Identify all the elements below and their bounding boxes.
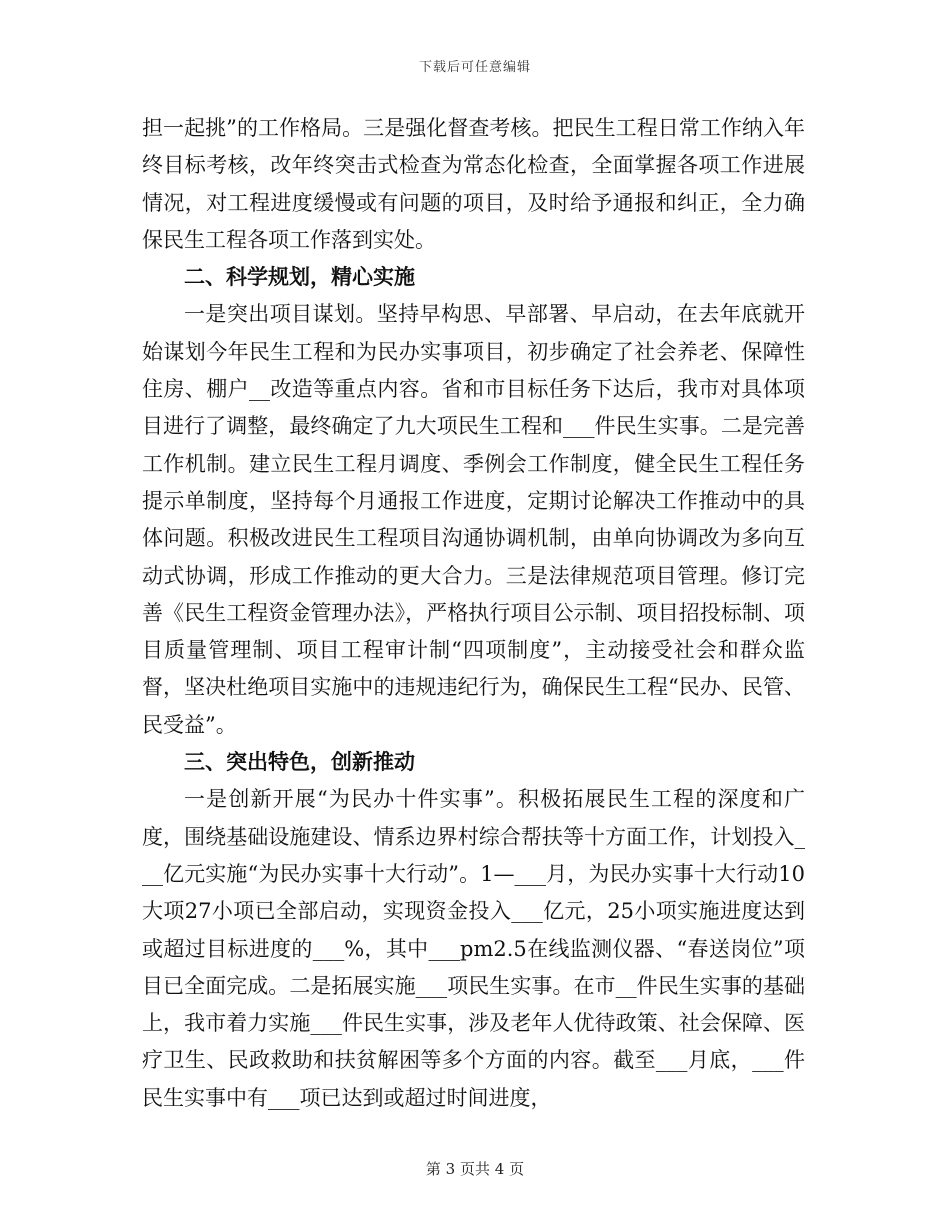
document-body [142,110,805,1117]
section-heading-2: 二、科学规划，精心实施 [184,265,415,290]
paragraph-3: 一是创新开展“为民办十件实事”。积极拓展民生工程的深度和广度，围绕基础设施建设、情系边界村综合帮扶等十方面工作，计划投入___亿元实施“为民办实事十大行动”。1—___月，为民办实事十大行动10大项27小项已全部启动，实现资金投入___亿元，25小项实施进度达到或超过目标进度的___%，其中___pm2.5在线监测仪器、“春送岗位”项目已全面完成。二是拓展实施___项民生实事。在市__件民生实事的基础上，我市着力实施___件民生实事，涉及老年人优待政策、社会保障、医疗卫生、民政救助和扶贫解困等多个方面的内容。截至___月底，___件民生实事中有___项已达到或超过时间进度， [142,787,805,1110]
paragraph-2: 一是突出项目谋划。坚持早构思、早部署、早启动，在去年底就开始谋划今年民生工程和为民办实事项目，初步确定了社会养老、保障性住房、棚户__改造等重点内容。省和市目标任务下达后，我市对具体项目进行了调整，最终确定了九大项民生工程和___件民生实事。二是完善工作机制。建立民生工程月调度、季例会工作制度，健全民生工程任务提示单制度，坚持每个月通报工作进度，定期讨论解决工作推动中的具体问题。积极改进民生工程项目沟通协调机制，由单向协调改为多向互动式协调，形成工作推动的更大合力。三是法律规范项目管理。修订完善《民生工程资金管理办法》，严格执行项目公示制、项目招投标制、项目质量管理制、项目工程审计制“四项制度”，主动接受社会和群众监督，坚决杜绝项目实施中的违规违纪行为，确保民生工程“民办、民管、民受益”。 [142,302,805,737]
section-heading-3: 三、突出特色，创新推动 [184,750,415,775]
page-header: 下载后可任意编辑 [418,60,531,75]
page-footer: 第 3 页共 4 页 [425,1160,525,1178]
paragraph-1: 担一起挑”的工作格局。三是强化督查考核。把民生工程日常工作纳入年终目标考核，改年终突击式检查为常态化检查，全面掌握各项工作进展情况，对工程进度缓慢或有问题的项目，及时给予通报和纠正，全力确保民生工程各项工作落到实处。 [142,116,805,252]
